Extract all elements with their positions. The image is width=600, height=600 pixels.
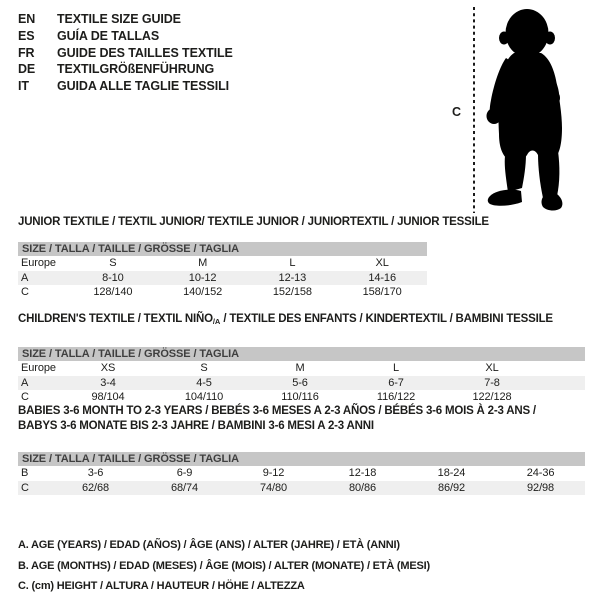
table-cell: 9-12 (262, 467, 285, 480)
table-cell: 140/152 (183, 286, 223, 299)
table-cell: XL (375, 257, 389, 270)
table-row-age (18, 376, 585, 391)
table-cell: S (109, 257, 117, 270)
table-cell: XL (485, 362, 499, 375)
children-size-table (18, 347, 585, 405)
table-cell: L (392, 362, 400, 375)
table-cell: 158/170 (362, 286, 402, 299)
footnote-age-years: A. AGE (YEARS) / EDAD (AÑOS) / ÂGE (ANS) / ALTER (JAHRE) / ETÀ (ANNI) (18, 539, 400, 551)
row-label: C (21, 286, 29, 299)
table-cell: 122/128 (472, 391, 512, 404)
children-title-pre: CHILDREN'S TEXTILE / TEXTIL NIÑO (18, 313, 213, 325)
table-cell: 24-36 (526, 467, 555, 480)
row-label: C (18, 481, 51, 496)
children-title-subscript: /A (212, 317, 221, 326)
size-header-bar: SIZE / TALLA / TAILLE / GRÖSSE / TAGLIA (18, 242, 427, 256)
lang-row-de (18, 61, 233, 78)
row-label: Europe (21, 362, 56, 375)
table-cell: 80/86 (318, 481, 407, 496)
lang-code: DE (18, 62, 36, 77)
table-cell: 3-4 (60, 376, 156, 391)
table-cell: 116/122 (376, 391, 416, 404)
table-cell: M (295, 362, 305, 375)
table-cell: 5-6 (252, 376, 348, 391)
table-cell: M (198, 257, 208, 270)
table-cell: 68/74 (140, 481, 229, 496)
table-cell: 86/92 (407, 481, 496, 496)
size-header-bar: SIZE / TALLA / TAILLE / GRÖSSE / TAGLIA (18, 347, 585, 361)
table-cell: 4-5 (156, 376, 252, 391)
junior-section-title: JUNIOR TEXTILE / TEXTIL JUNIOR/ TEXTILE JUNIOR / JUNIORTEXTIL / JUNIOR TESSILE (18, 216, 489, 228)
lang-row-es (18, 28, 233, 45)
lang-code: FR (18, 45, 35, 60)
table-row-europe (18, 361, 585, 376)
lang-label: TEXTILE SIZE GUIDE (57, 12, 181, 26)
table-row-europe (18, 256, 427, 271)
table-cell: 104/110 (184, 391, 224, 404)
lang-label: GUIDA ALLE TAGLIE TESSILI (57, 79, 230, 94)
table-cell: 92/98 (496, 481, 585, 496)
junior-size-table (18, 242, 427, 300)
lang-label: TEXTILGRÖßENFÜHRUNG (57, 62, 215, 77)
table-cell: XS (100, 362, 116, 375)
lang-code: IT (18, 79, 29, 94)
size-header-row (18, 347, 585, 361)
footnotes (18, 535, 430, 597)
table-cell: 98/104 (91, 391, 125, 404)
table-cell: 10-12 (158, 271, 248, 286)
lang-code: EN (18, 12, 36, 26)
table-cell: L (289, 257, 296, 270)
lang-code: ES (18, 28, 35, 43)
row-label: C (21, 391, 29, 404)
table-row-height (18, 481, 585, 496)
lang-row-en (18, 11, 233, 28)
children-section-title (18, 312, 553, 329)
lang-label: GUÍA DE TALLAS (57, 28, 160, 43)
table-cell: 18-24 (437, 467, 466, 480)
row-label: A (18, 271, 68, 286)
size-header-row (18, 452, 585, 466)
table-cell: 3-6 (87, 467, 104, 480)
babies-section-title (18, 404, 536, 434)
lang-row-fr (18, 45, 233, 62)
table-cell-spacer (540, 361, 585, 376)
table-cell: 14-16 (337, 271, 427, 286)
table-cell: 74/80 (229, 481, 318, 496)
row-label: B (21, 467, 29, 480)
row-label: A (18, 376, 60, 391)
children-title-post: / TEXTILE DES ENFANTS / KINDERTEXTIL / BAMBINI TESSILE (220, 313, 553, 325)
table-cell: 6-9 (176, 467, 193, 480)
table-cell: 12-13 (248, 271, 338, 286)
table-row-age (18, 271, 427, 286)
table-cell-spacer (540, 376, 585, 391)
height-dashed-line (471, 7, 477, 213)
size-header-bar: SIZE / TALLA / TAILLE / GRÖSSE / TAGLIA (18, 452, 585, 466)
language-list (18, 11, 233, 95)
table-cell: 110/116 (281, 391, 319, 404)
babies-size-table (18, 452, 585, 495)
lang-label: GUIDE DES TAILLES TEXTILE (57, 45, 233, 60)
lang-row-it (18, 78, 233, 95)
toddler-silhouette-icon (484, 6, 598, 214)
table-row-months (18, 466, 585, 481)
babies-title-line2: BABYS 3-6 MONATE BIS 2-3 JAHRE / BAMBINI 3-6 MESI A 2-3 ANNI (18, 420, 374, 432)
table-row-height (18, 285, 427, 300)
size-header-row (18, 242, 427, 256)
footnote-height-cm: C. (cm) HEIGHT / ALTURA / HAUTEUR / HÖHE / ALTEZZA (18, 580, 305, 592)
table-cell: S (200, 362, 208, 375)
babies-title-line1: BABIES 3-6 MONTH TO 2-3 YEARS / BEBÉS 3-6 MESES A 2-3 AÑOS / BÉBÉS 3-6 MOIS À 2-3 ANS / (18, 405, 536, 417)
table-row-height (18, 390, 585, 405)
table-cell: 7-8 (444, 376, 540, 391)
row-label: Europe (21, 257, 56, 270)
table-cell: 152/158 (272, 286, 312, 299)
table-cell: 8-10 (68, 271, 158, 286)
table-cell: 12-18 (348, 467, 377, 480)
table-cell: 128/140 (93, 286, 133, 299)
table-cell-spacer (540, 390, 585, 405)
height-measure-label: C (452, 105, 461, 119)
table-cell: 62/68 (51, 481, 140, 496)
footnote-age-months: B. AGE (MONTHS) / EDAD (MESES) / ÂGE (MOIS) / ALTER (MONATE) / ETÀ (MESI) (18, 559, 430, 572)
table-cell: 6-7 (348, 376, 444, 391)
